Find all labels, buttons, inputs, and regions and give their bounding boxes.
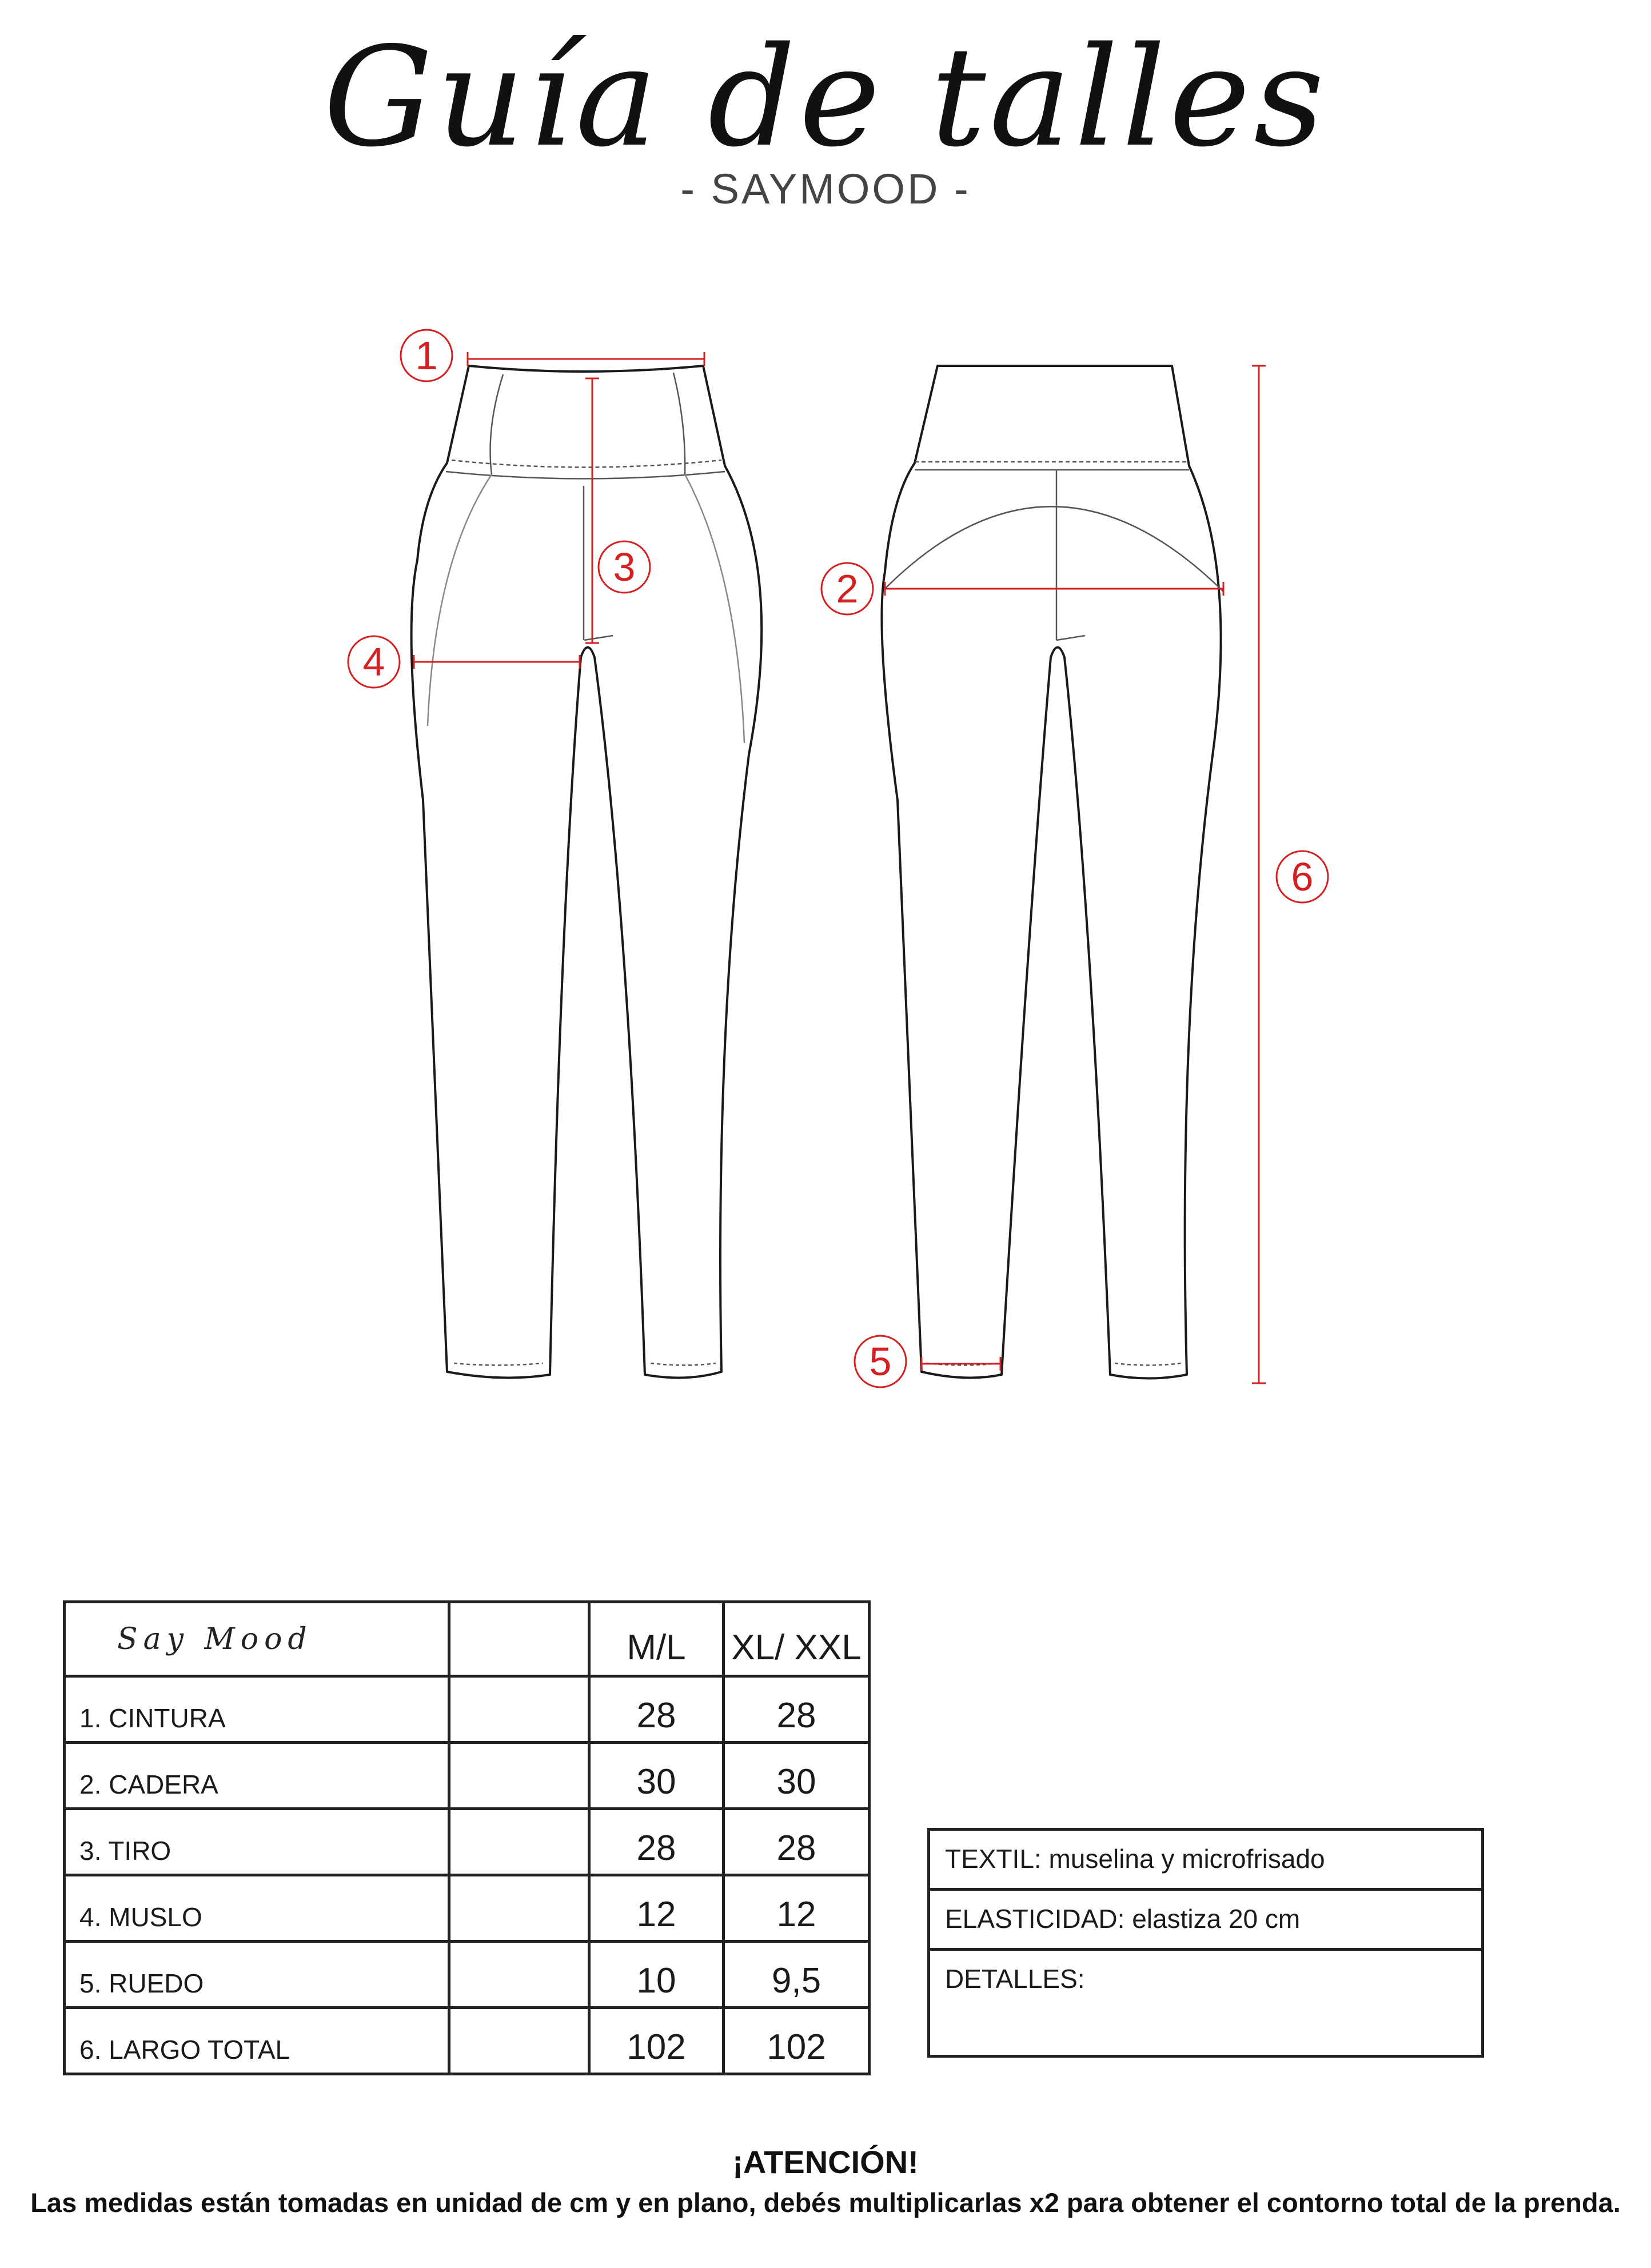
measurement-lines (414, 352, 1266, 1383)
value-xl: 12 (724, 1875, 870, 1942)
back-leggings-outline (882, 366, 1221, 1379)
value-xl: 9,5 (724, 1942, 870, 2008)
measure-marker-6 (1277, 851, 1328, 903)
front-leggings-outline (412, 366, 762, 1377)
value-xl: 28 (724, 1809, 870, 1875)
empty-cell (449, 1942, 589, 2008)
column-header-xl: XL/ XXL (724, 1602, 870, 1676)
row-label: 6. LARGO TOTAL (65, 2008, 449, 2074)
measure-marker-3 (599, 541, 650, 593)
value-ml: 10 (589, 1942, 724, 2008)
brand-signature: Say Mood (65, 1602, 449, 1676)
page-subtitle: - SAYMOOD - (680, 165, 971, 213)
value-ml: 28 (589, 1809, 724, 1875)
value-xl: 30 (724, 1743, 870, 1809)
table-row (65, 1809, 870, 1875)
svg-text:5: 5 (869, 1339, 892, 1384)
measure-marker-4 (348, 636, 400, 688)
row-label: 1. CINTURA (65, 1676, 449, 1743)
value-ml: 12 (589, 1875, 724, 1942)
measure-marker-5 (855, 1336, 906, 1387)
detalles-info: DETALLES: (929, 1950, 1483, 2057)
empty-cell (449, 2008, 589, 2074)
row-label: 3. TIRO (65, 1809, 449, 1875)
table-row (65, 2008, 870, 2074)
front-leggings-details (428, 373, 744, 1365)
svg-text:2: 2 (836, 566, 859, 611)
size-table-header (65, 1602, 870, 1676)
empty-cell (449, 1875, 589, 1942)
warning-text: Las medidas están tomadas en unidad de cm y en plano, debés multiplicarlas x2 para obtener el contorno total de la prenda. (30, 2187, 1621, 2218)
column-header-ml: M/L (589, 1602, 724, 1676)
back-leggings-details (885, 462, 1223, 1365)
row-label: 5. RUEDO (65, 1942, 449, 2008)
row-label: 4. MUSLO (65, 1875, 449, 1942)
empty-cell (449, 1676, 589, 1743)
size-table (63, 1600, 871, 2075)
value-ml: 102 (589, 2008, 724, 2074)
value-xl: 28 (724, 1676, 870, 1743)
table-row (65, 1743, 870, 1809)
warning-title: ¡ATENCIÓN! (732, 2144, 919, 2180)
table-row (65, 1942, 870, 2008)
elasticidad-info: ELASTICIDAD: elastiza 20 cm (929, 1890, 1483, 1950)
fabric-info-table (927, 1828, 1484, 2058)
header-empty-cell (449, 1602, 589, 1676)
empty-cell (449, 1743, 589, 1809)
row-label: 2. CADERA (65, 1743, 449, 1809)
svg-text:1: 1 (415, 333, 438, 378)
svg-text:3: 3 (613, 545, 636, 589)
value-ml: 30 (589, 1743, 724, 1809)
value-xl: 102 (724, 2008, 870, 2074)
empty-cell (449, 1809, 589, 1875)
measure-marker-2 (821, 563, 873, 614)
table-row (65, 1875, 870, 1942)
table-row (65, 1676, 870, 1743)
textil-info: TEXTIL: muselina y microfrisado (929, 1830, 1483, 1890)
value-ml: 28 (589, 1676, 724, 1743)
svg-text:4: 4 (362, 640, 385, 684)
svg-text:6: 6 (1291, 855, 1314, 899)
page-title: Guía de talles (323, 17, 1328, 177)
measure-marker-1 (401, 330, 452, 381)
